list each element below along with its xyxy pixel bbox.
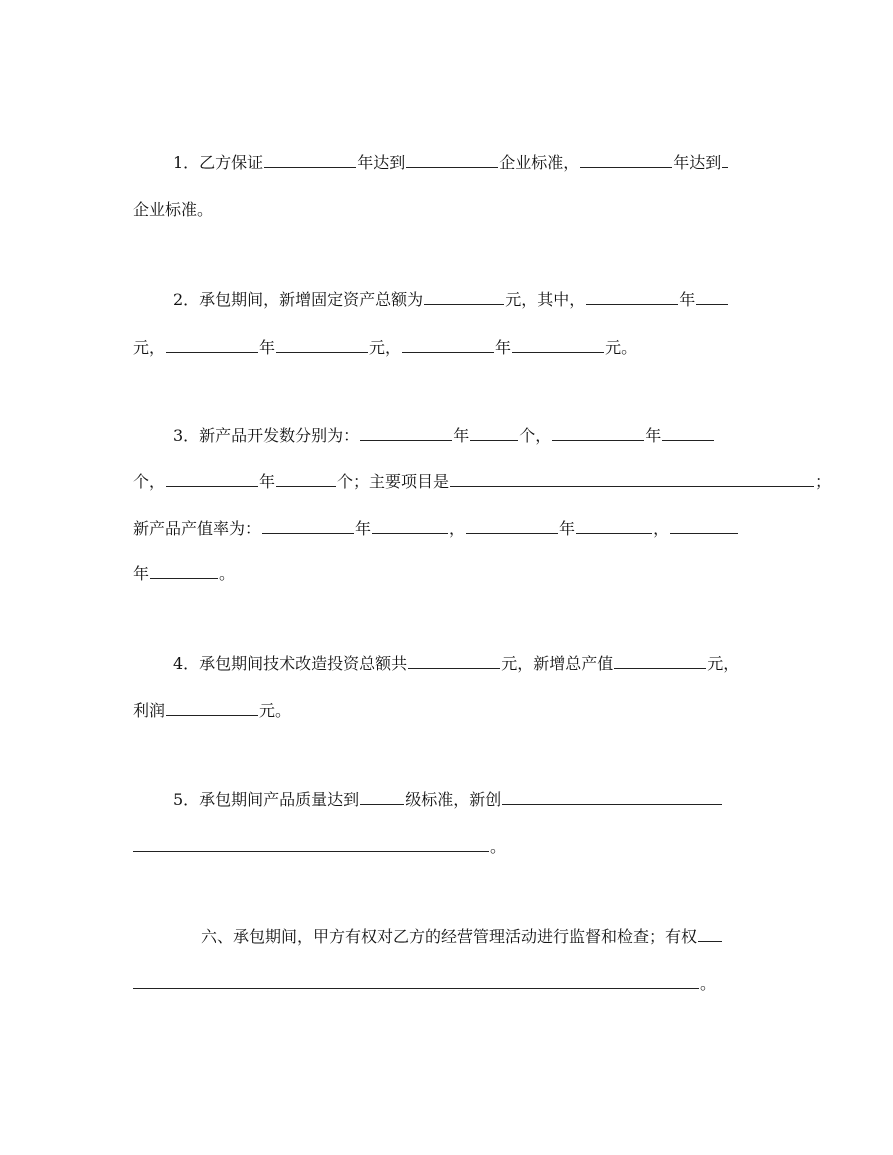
blank[interactable]: [408, 654, 500, 669]
blank[interactable]: [698, 927, 722, 942]
clause-2-text: 元，: [133, 338, 166, 357]
blank[interactable]: [586, 290, 678, 305]
clause-3-text: 个，: [519, 426, 552, 445]
blank[interactable]: [450, 472, 814, 487]
clause-1-text: 年达到: [673, 153, 722, 172]
clause-3-text: 个；主要项目是: [337, 472, 450, 491]
clause-4-text: 利润: [133, 701, 166, 720]
clause-1-text: 企业标准。: [133, 200, 214, 219]
clause-1-text: 企业标准，: [499, 153, 580, 172]
clause-5-text: 级标准，新创: [405, 790, 502, 809]
blank[interactable]: [360, 426, 452, 441]
blank[interactable]: [262, 519, 354, 534]
clause-3-text: 个，: [133, 472, 166, 491]
clause-3-line-3: [133, 519, 739, 539]
clause-3-text: 3．新产品开发数分别为：: [173, 426, 360, 445]
clause-2-text: 元，: [369, 338, 402, 357]
blank[interactable]: [696, 290, 728, 305]
clause-2-line-2: [133, 338, 637, 358]
blank[interactable]: [470, 426, 518, 441]
blank[interactable]: [580, 153, 672, 168]
clause-1-text: 1．乙方保证: [173, 153, 264, 172]
blank[interactable]: [466, 519, 558, 534]
clause-6-line-2: [133, 974, 716, 994]
blank[interactable]: [166, 701, 258, 716]
clause-4-line-2: [133, 701, 291, 721]
clause-5-line-1: [133, 790, 723, 810]
clause-2-text: 元。: [605, 338, 638, 357]
blank[interactable]: [406, 153, 498, 168]
blank[interactable]: [402, 338, 494, 353]
clause-1-line-2: [133, 200, 213, 220]
blank[interactable]: [722, 153, 728, 168]
blank[interactable]: [276, 472, 336, 487]
blank[interactable]: [512, 338, 604, 353]
blank[interactable]: [264, 153, 356, 168]
clause-3-text: 。: [219, 564, 236, 583]
clause-4-text: 元。: [259, 701, 292, 720]
clause-4-text: 元，新增总产值: [501, 654, 614, 673]
blank[interactable]: [166, 472, 258, 487]
clause-3-text: 年: [645, 426, 662, 445]
clause-2-text: 年: [259, 338, 276, 357]
clause-3-text: ，: [653, 519, 670, 538]
clause-3-text: 新产品产值率为：: [133, 519, 262, 538]
clause-6-line-1: [133, 927, 723, 947]
clause-3-line-2: [133, 472, 831, 492]
blank[interactable]: [552, 426, 644, 441]
clause-3-text: 年: [133, 564, 150, 583]
blank[interactable]: [166, 338, 258, 353]
clause-2-text: 年: [495, 338, 512, 357]
clause-5-text: 。: [490, 837, 507, 856]
blank[interactable]: [576, 519, 652, 534]
clause-3-text: 年: [453, 426, 470, 445]
clause-3-text: 年: [355, 519, 372, 538]
blank[interactable]: [372, 519, 448, 534]
clause-6-text: 六、承包期间，甲方有权对乙方的经营管理活动进行监督和检查；有权: [201, 927, 698, 946]
blank[interactable]: [670, 519, 738, 534]
blank[interactable]: [276, 338, 368, 353]
clause-1-text: 年达到: [357, 153, 406, 172]
blank[interactable]: [614, 654, 706, 669]
clause-3-text: 年: [259, 472, 276, 491]
clause-2-text: 年: [679, 290, 696, 309]
clause-3-line-4: [133, 564, 235, 584]
clause-3-text: 年: [559, 519, 576, 538]
clause-4-line-1: [133, 654, 739, 674]
clause-1-line-1: [133, 153, 729, 173]
clause-3-line-1: [133, 426, 715, 446]
clause-3-text: ，: [449, 519, 466, 538]
blank[interactable]: [360, 790, 404, 805]
clause-6-text: 。: [700, 974, 717, 993]
clause-2-line-1: [133, 290, 729, 310]
clause-3-text: ；: [815, 472, 832, 491]
blank[interactable]: [133, 974, 699, 989]
clause-4-text: 元，: [707, 654, 740, 673]
clause-5-line-2: [133, 837, 506, 857]
clause-5-text: 5．承包期间产品质量达到: [173, 790, 360, 809]
blank[interactable]: [502, 790, 722, 805]
clause-2-text: 元，其中，: [505, 290, 586, 309]
blank[interactable]: [133, 837, 489, 852]
blank[interactable]: [424, 290, 504, 305]
blank[interactable]: [150, 564, 218, 579]
blank[interactable]: [662, 426, 714, 441]
clause-4-text: 4．承包期间技术改造投资总额共: [173, 654, 408, 673]
clause-2-text: 2．承包期间，新增固定资产总额为: [173, 290, 424, 309]
